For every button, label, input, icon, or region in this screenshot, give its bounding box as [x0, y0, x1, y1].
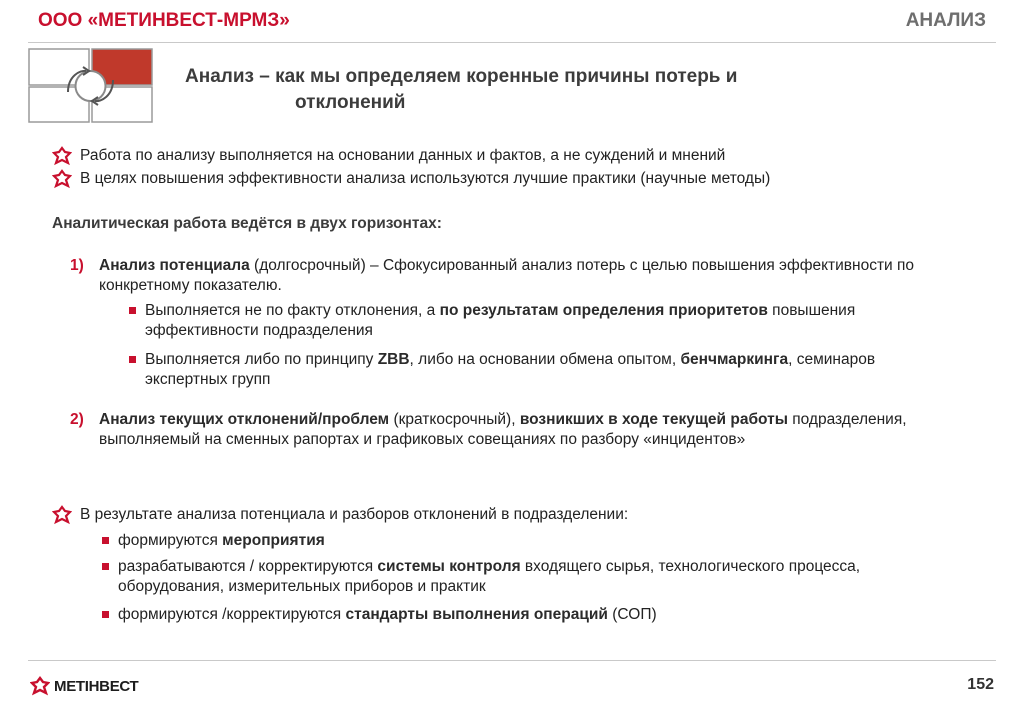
numbered-item-2 [70, 410, 940, 450]
page-number: 152 [967, 676, 994, 693]
result-bold: стандарты выполнения операций [345, 606, 608, 623]
square-bullet-icon [102, 611, 109, 618]
metinvest-logo-icon [30, 676, 50, 696]
item-bold: возникших в ходе текущей работы [519, 411, 788, 428]
result-bold: системы контроля [377, 558, 521, 575]
section-subheading: Аналитическая работа ведётся в двух горизонтах: [52, 215, 442, 232]
result-bullet [52, 505, 628, 525]
item-text: подразделения, выполняемый на сменных рапортах и графиковых совещаниях по разбору «инцидентов» [99, 411, 907, 448]
intro-bullet-text: Работа по анализу выполняется на основании данных и фактов, а не суждений и мнений [80, 147, 726, 164]
item-bold: Анализ текущих отклонений/проблем [99, 411, 390, 428]
sub-bold: бенчмаркинга [680, 351, 789, 368]
footer-divider [28, 660, 996, 661]
item-bold: Анализ потенциала [99, 257, 250, 274]
result-text: формируются /корректируются [118, 606, 346, 623]
result-text: разрабатываются / корректируются [118, 558, 378, 575]
sub-text: Выполняется либо по принципу [145, 351, 378, 368]
title-line-2: отклонений [295, 92, 406, 113]
square-bullet-icon [102, 563, 109, 570]
square-bullet-icon [129, 356, 136, 363]
result-item [118, 605, 918, 625]
numbered-item-1 [70, 256, 940, 296]
item-number: 2) [70, 411, 84, 428]
metinvest-flower-icon [52, 505, 72, 525]
section-title: АНАЛИЗ [905, 10, 986, 31]
sub-text: повышения эффективности подразделения [145, 302, 856, 339]
metinvest-logo [30, 676, 138, 696]
sub-bold: ZBB [377, 351, 410, 368]
item-number: 1) [70, 257, 84, 274]
sub-text: , семинаров экспертных групп [145, 351, 876, 388]
result-text: формируются [118, 532, 223, 549]
sub-text: Выполняется не по факту отклонения, а [145, 302, 440, 319]
puzzle-cycle-icon [28, 48, 153, 123]
square-bullet-icon [129, 307, 136, 314]
result-item [118, 531, 918, 551]
result-item [118, 557, 918, 597]
result-intro-text: В результате анализа потенциала и разборов отклонений в подразделении: [80, 506, 629, 523]
sub-bullet [145, 350, 935, 390]
header-divider [28, 42, 996, 43]
title-line-1: Анализ – как мы определяем коренные причины потерь и [185, 66, 738, 87]
item-text: (краткосрочный), [389, 411, 520, 428]
company-name: ООО «МЕТИНВЕСТ-МРМЗ» [38, 10, 290, 31]
intro-bullet-text: В целях повышения эффективности анализа используются лучшие практики (научные методы) [80, 170, 771, 187]
sub-bold: по результатам определения приоритетов [439, 302, 768, 319]
logo-text: МЕТІНВЕСТ [54, 677, 139, 695]
metinvest-flower-icon [52, 146, 72, 166]
metinvest-flower-icon [52, 169, 72, 189]
square-bullet-icon [102, 537, 109, 544]
item-text: (долгосрочный) – Сфокусированный анализ потерь с целью повышения эффективности по конкретному показателю. [99, 257, 915, 294]
slide-title [185, 64, 905, 116]
result-text: входящего сырья, технологического процесса, оборудования, измерительных приборов и практик [118, 558, 861, 595]
intro-bullet [52, 169, 770, 189]
result-bold: мероприятия [222, 532, 325, 549]
result-text: (СОП) [607, 606, 657, 623]
sub-bullet [145, 301, 925, 341]
intro-bullet [52, 146, 725, 166]
sub-text: , либо на основании обмена опытом, [409, 351, 681, 368]
